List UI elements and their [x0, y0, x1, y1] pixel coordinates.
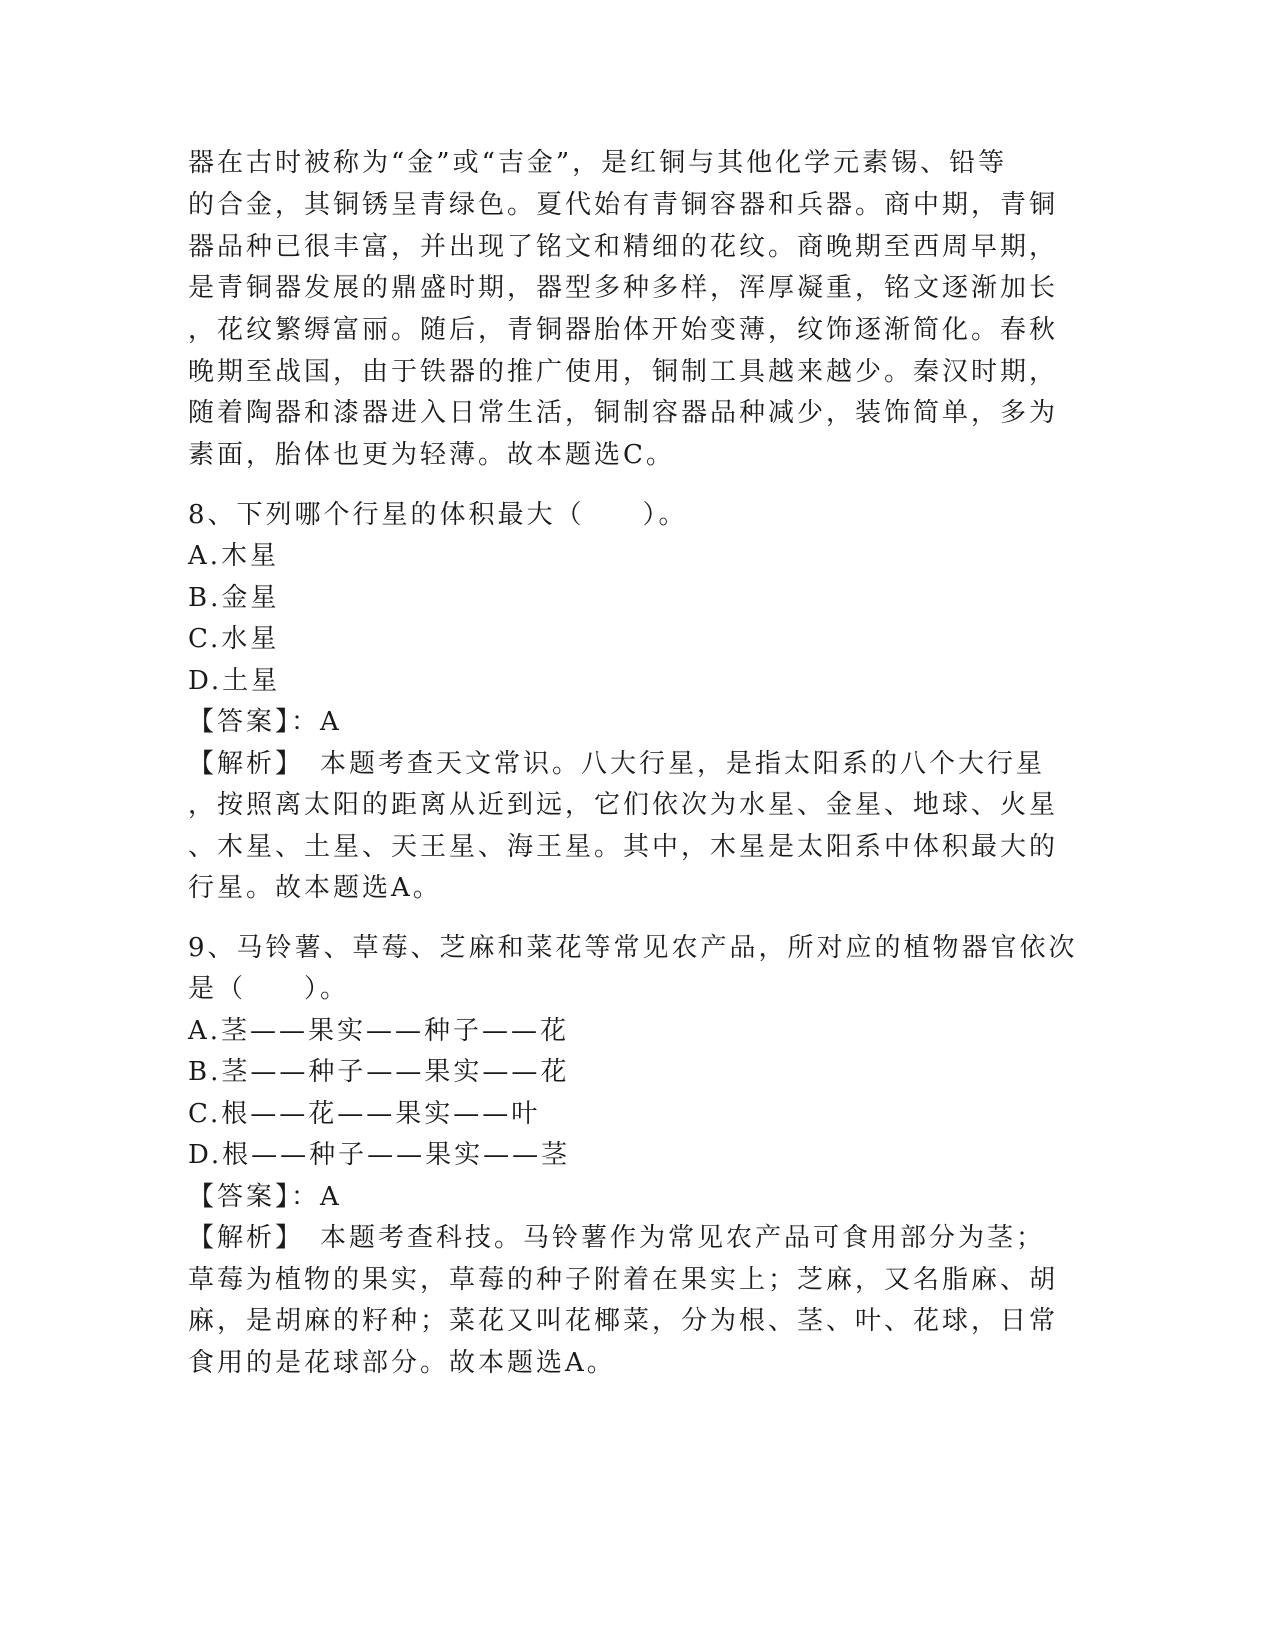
- question-8-analysis-line: 【解析】 本题考查天文常识。八大行星，是指太阳系的八个大行星: [188, 749, 1046, 779]
- question-9-analysis-line: 食用的是花球部分。故本题选A。: [188, 1348, 616, 1378]
- paragraph-line: 的合金，其铜锈呈青绿色。夏代始有青铜容器和兵器。商中期，青铜: [188, 190, 1059, 220]
- paragraph-line: 器在古时被称为“金”或“吉金”，是红铜与其他化学元素锡、铅等: [188, 148, 1008, 178]
- question-8-option-c: C.水星: [188, 624, 280, 654]
- question-8-answer: 【答案】：A: [188, 707, 342, 737]
- question-8-text: 8、下列哪个行星的体积最大（ ）。: [188, 500, 688, 530]
- question-8-option-a: A.木星: [188, 541, 280, 571]
- question-9-option-b: B.茎——种子——果实——花: [188, 1057, 570, 1087]
- paragraph-line: 是青铜器发展的鼎盛时期，器型多种多样，浑厚凝重，铭文逐渐加长: [188, 273, 1059, 303]
- paragraph-line: 晚期至战国，由于铁器的推广使用，铜制工具越来越少。秦汉时期，: [188, 357, 1059, 387]
- paragraph-line: 器品种已很丰富，并出现了铭文和精细的花纹。商晚期至西周早期，: [188, 232, 1059, 262]
- question-9-text: 是（ ）。: [188, 974, 350, 1004]
- question-9-option-a: A.茎——果实——种子——花: [188, 1016, 570, 1046]
- question-8-analysis-line: 行星。故本题选A。: [188, 873, 442, 903]
- question-8-analysis-line: 、木星、土星、天王星、海王星。其中，木星是太阳系中体积最大的: [188, 832, 1059, 862]
- question-9-option-c: C.根——花——果实——叶: [188, 1099, 541, 1129]
- question-9-text: 9、马铃薯、草莓、芝麻和菜花等常见农产品，所对应的植物器官依次: [188, 933, 1078, 963]
- paragraph-line: 素面，胎体也更为轻薄。故本题选C。: [188, 440, 675, 470]
- question-8-option-b: B.金星: [188, 583, 280, 613]
- question-8-option-d: D.土星: [188, 666, 281, 696]
- paragraph-line: 随着陶器和漆器进入日常生活，铜制容器品种减少，装饰简单，多为: [188, 398, 1059, 428]
- question-9-option-d: D.根——种子——果实——茎: [188, 1140, 571, 1170]
- question-9-analysis-line: 草莓为植物的果实，草莓的种子附着在果实上；芝麻，又名脂麻、胡: [188, 1265, 1059, 1295]
- question-9-analysis-line: 【解析】 本题考查科技。马铃薯作为常见农产品可食用部分为茎；: [188, 1223, 1046, 1253]
- question-9-analysis-line: 麻，是胡麻的籽种；菜花又叫花椰菜，分为根、茎、叶、花球，日常: [188, 1306, 1059, 1336]
- question-8-analysis-line: ，按照离太阳的距离从近到远，它们依次为水星、金星、地球、火星: [188, 790, 1059, 820]
- question-9-answer: 【答案】：A: [188, 1182, 342, 1212]
- paragraph-line: ，花纹繁缛富丽。随后，青铜器胎体开始变薄，纹饰逐渐简化。春秋: [188, 315, 1059, 345]
